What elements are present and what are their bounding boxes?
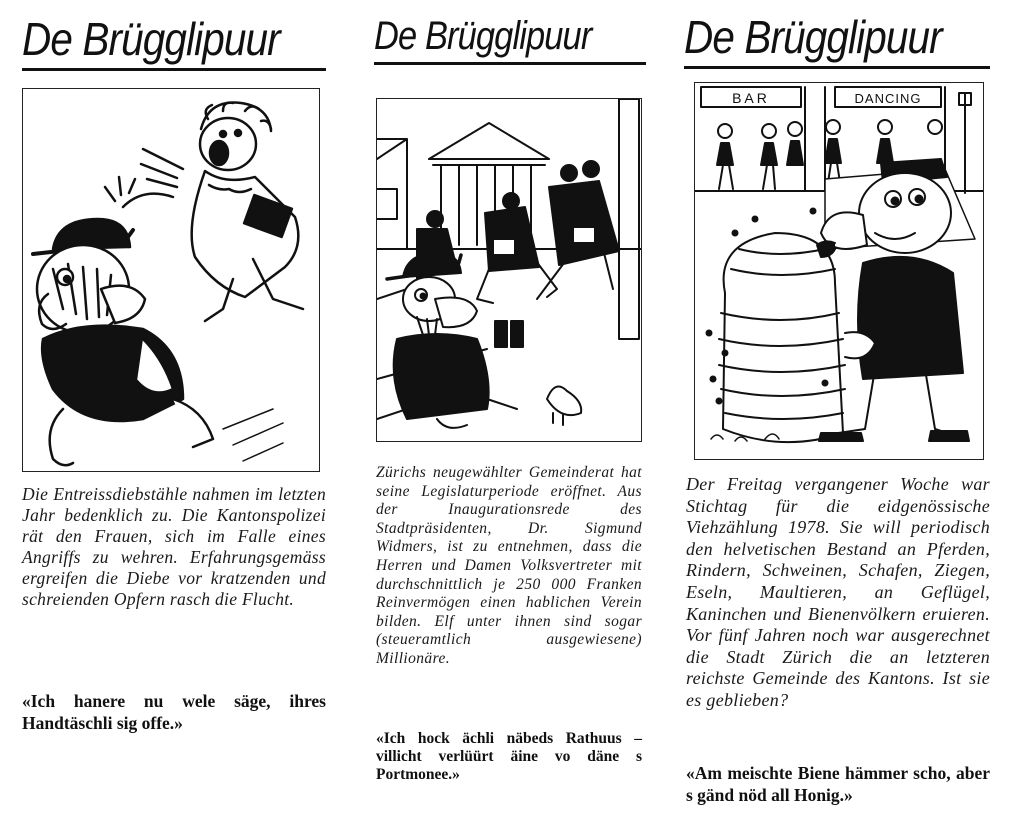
handbag-thief-illustration bbox=[23, 89, 319, 471]
caption-quote: «Ich hanere nu wele säge, ihres Handtäschli sig offe.» bbox=[22, 691, 326, 733]
article-body: Die Entreissdiebstähle nahmen im letzten Jahr bedenklich zu. Die Kantonspolizei rät den Frauen, sich im Falle eines Angriffs zu wehren. Erfahrungsgemäss ergreifen die Diebe vor kratzenden und schreienden Opfern rasch die Flucht. bbox=[22, 484, 326, 609]
column-2 bbox=[374, 0, 646, 822]
cartoon-panel bbox=[694, 82, 984, 460]
dancing-sign: DANCING bbox=[854, 91, 922, 106]
bar-sign: BAR bbox=[732, 90, 770, 106]
town-hall-illustration bbox=[377, 99, 641, 441]
cartoon-panel bbox=[22, 88, 320, 472]
caption-quote: «Ich hock ächli näbeds Rathuus – villicht verlüürt äine vo däne s Portmonee.» bbox=[376, 730, 642, 783]
cartoon-panel bbox=[376, 98, 642, 442]
beekeeper-illustration bbox=[695, 83, 983, 459]
article-body: Zürichs neugewählter Gemeinderat hat seine Legislaturperiode eröffnet. Aus der Inaugurationsrede des Stadtpräsidenten, Dr. Sigmund Widmers, ist zu entnehmen, dass die Herren und Damen Volksvertreter mit durchschnittlich je 250 000 Franken Reinvermögen einen hablichen Verein bilden. Elf unter ihnen sind sogar (steueramtlich ausgewiesene) Millionäre. bbox=[376, 464, 642, 667]
masthead-rule bbox=[22, 68, 326, 71]
masthead-rule bbox=[684, 66, 990, 69]
masthead: De Brügglipuur bbox=[22, 13, 280, 65]
masthead: De Brügglipuur bbox=[684, 11, 942, 63]
masthead-rule bbox=[374, 62, 646, 65]
column-1 bbox=[22, 0, 328, 822]
article-body: Der Freitag vergangener Woche war Stichtag für die eidgenössische Viehzählung 1978. Sie will periodisch den helvetischen Bestand an Pferden, Rindern, Schweinen, Schafen, Ziegen, Eseln, Maultieren, an Geflügel, Kaninchen und Bienenvölkern eruieren. Vor fünf Jahren noch war ausgerechnet die Stadt Zürich die an letzteren reichste Gemeinde des Kantons. Ist sie es geblieben? bbox=[686, 474, 990, 710]
caption-quote: «Am meischte Biene hämmer scho, aber s gänd nöd all Honig.» bbox=[686, 763, 990, 805]
masthead: De Brügglipuur bbox=[374, 14, 592, 58]
column-3 bbox=[684, 0, 994, 822]
